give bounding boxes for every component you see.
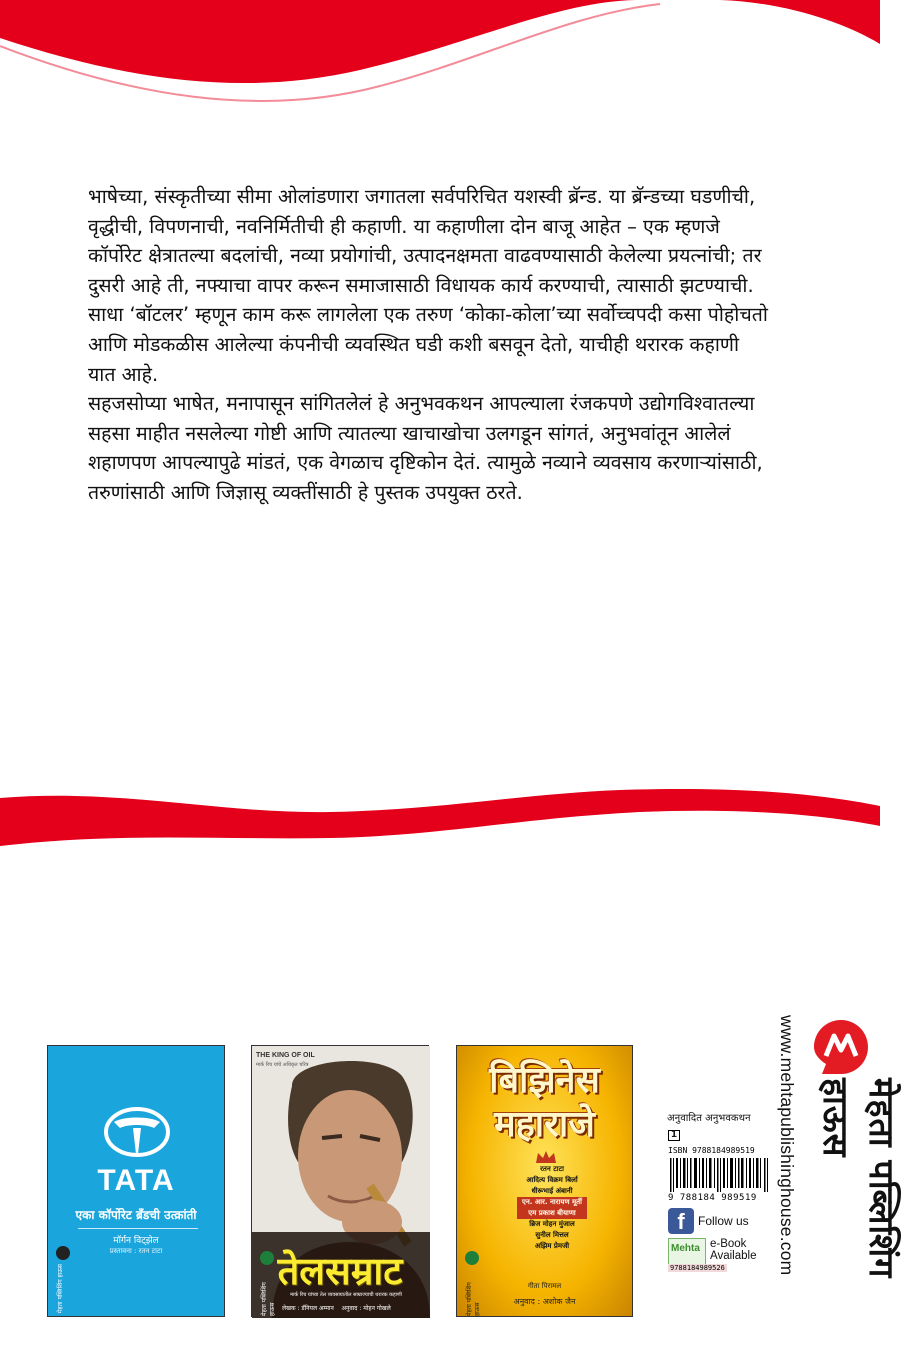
book-1-divider: [78, 1228, 198, 1229]
book-3-title-line-1: बिझिनेस: [489, 1060, 600, 1101]
book-1-author: मॉर्गन विट्झेल: [113, 1236, 159, 1246]
isbn-label: ISBN 9788184989519: [668, 1146, 755, 1155]
top-red-wave: [0, 0, 880, 130]
tata-wordmark: TATA: [97, 1164, 175, 1197]
ebook-logo-text: Mehta: [671, 1243, 700, 1254]
book-cover-business-maharaje[interactable]: [456, 1045, 633, 1317]
publisher-mark-icon: [56, 1246, 70, 1260]
book-3-title-line-2: महाराजे: [494, 1104, 595, 1145]
ebook-label-line-2: Available: [710, 1250, 757, 1262]
crown-icon: [535, 1150, 557, 1164]
tata-logo-icon: [104, 1106, 170, 1158]
barcode-number: 9 788184 989519: [668, 1193, 757, 1203]
book-3-name: रतन टाटा: [540, 1165, 564, 1173]
book-2-translator: अनुवाद : मोहन गोखले: [341, 1305, 391, 1312]
book-2-tagline: THE KING OF OIL: [256, 1052, 315, 1059]
blurb-paragraph-1: भाषेच्या, संस्कृतीच्या सीमा ओलांडणारा जगातला सर्वपरिचित यशस्वी ब्रॅन्ड. या ब्रॅन्डच्या घडणीची, वृद्धीची, विपणनाची, नवनिर्मितीची ही कहाणी. या कहाणीला दोन बाजू आहेत – एक म्हणजे कॉर्पोरेट क्षेत्रातल्या बदलांची, नव्या प्रयोगांची, उत्पादनक्षमता वाढवण्यासाठी केलेल्या प्रयत्नांची; तर दुसरी आहे ती, नफ्याचा वापर करून समाजासाठी विधायक कार्य करण्याची, त्यासाठी झटण्याची. साधा ‘बॉटलर’ म्हणून काम करू लागलेला एक तरुण ‘कोका-कोला’च्या सर्वोच्चपदी कसा पोहोचतो आणि मोडकळीस आलेल्या कंपनीची व्यवस्थित घडी कशी बसवून देतो, याचीही थरारक कहाणी यात आहे.: [88, 185, 768, 386]
isbn-flag: 1: [668, 1130, 680, 1141]
ebook-label-line-1: e-Book: [710, 1238, 747, 1250]
book-3-name-list: [517, 1164, 587, 1252]
book-2-credits: [282, 1304, 422, 1312]
book-1-credit: प्रस्तावना : रतन टाटा: [109, 1247, 163, 1255]
facebook-icon[interactable]: f: [668, 1208, 694, 1234]
book-3-author: गीता पिरामल: [527, 1282, 562, 1290]
book-cover-tata[interactable]: [47, 1045, 225, 1317]
genre-label: अनुवादित अनुभवकथन: [667, 1113, 751, 1124]
publisher-mark-icon: [465, 1251, 479, 1265]
book-3-name: एम प्रकाश बीयाणा: [517, 1208, 587, 1219]
follow-us-label[interactable]: Follow us: [698, 1214, 749, 1228]
book-3-name: आदित्य विक्रम बिर्ला: [526, 1176, 578, 1184]
ebook-available-label: [710, 1238, 756, 1262]
book-2-tagline-marathi: मार्क रिच यांचे अधिकृत चरित्र: [256, 1062, 309, 1068]
book-2-title: तेलसम्राट: [277, 1249, 403, 1293]
isbn-barcode: [668, 1158, 772, 1192]
book-3-name: सुनील मित्तल: [535, 1231, 569, 1239]
book-1-subtitle: एका कॉर्पोरेट ब्रँडची उत्क्रांती: [75, 1208, 197, 1222]
blurb-paragraph-2: सहजसोप्या भाषेत, मनापासून सांगितलेलं हे अनुभवकथन आपल्याला रंजकपणे उद्योगविश्वातल्या सहसा माहीत नसलेल्या गोष्टी आणि त्यातल्या खाचाखोचा उलगडून सांगतं, अनुभवांतून आलेलं शहाणपण आपल्यापुढे मांडतं, एक वेगळाच दृष्टिकोन देतं. त्यामुळे नव्याने व्यवसाय करणाऱ्यांसाठी, तरुणांसाठी आणि जिज्ञासू व्यक्तींसाठी हे पुस्तक उपयुक्त ठरते.: [88, 392, 763, 504]
book-2-author: लेखक : डॅनियल अम्मान: [282, 1305, 334, 1312]
publisher-logo-icon: [812, 1018, 870, 1076]
book-3-name: एन. आर. नारायण मूर्ती: [517, 1197, 587, 1208]
back-cover-blurb: [88, 182, 768, 508]
publisher-name-text: मेहता पब्लिशिंग हाऊस: [815, 1078, 901, 1279]
middle-red-wave: [0, 780, 880, 870]
publisher-name: [806, 1078, 901, 1358]
book-3-translator: अनुवाद : अशोक जैन: [513, 1297, 576, 1306]
book-3-name: ब्रिज मोहन मुंजाल: [529, 1220, 575, 1228]
book-2-spine-publisher: मेहता पब्लिशिंग हाऊस: [261, 1282, 276, 1316]
publisher-website-text: www.mehtapublishinghouse.com: [777, 1015, 797, 1276]
publisher-mark-icon: [260, 1251, 274, 1265]
book-3-name: धीरूभाई अंबानी: [531, 1187, 573, 1195]
ebook-isbn: 9788184989526: [670, 1264, 725, 1272]
publisher-website[interactable]: [776, 1015, 798, 1277]
book-1-spine-publisher: मेहता पब्लिशिंग हाऊस: [57, 1264, 64, 1314]
book-2-description: मार्क रिच यांच्या तेल व्यवसायातील साम्राज्याची थरारक कहाणी: [290, 1292, 402, 1298]
book-3-spine-publisher: मेहता पब्लिशिंग हाऊस: [466, 1282, 481, 1316]
book-cover-telsamrat[interactable]: [251, 1045, 429, 1317]
book-3-name: अझिम प्रेमजी: [534, 1242, 570, 1250]
